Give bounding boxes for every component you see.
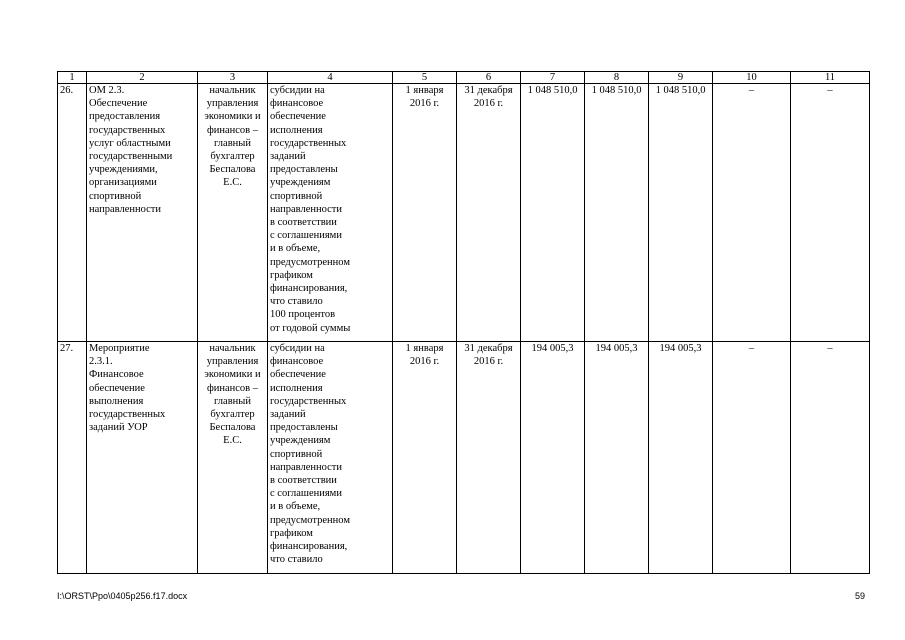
end-date: 31 декабря 2016 г. bbox=[457, 342, 521, 574]
column-header: 5 bbox=[393, 72, 457, 84]
column-header: 8 bbox=[585, 72, 649, 84]
amount-col11: – bbox=[791, 342, 870, 574]
row-number: 26. bbox=[58, 84, 87, 342]
column-header: 7 bbox=[521, 72, 585, 84]
start-date: 1 января 2016 г. bbox=[393, 342, 457, 574]
row-number: 27. bbox=[58, 342, 87, 574]
responsible-person: начальник управления экономики и финансов – главный бухгалтер Беспалова Е.С. bbox=[198, 84, 268, 342]
amount-col10: – bbox=[713, 84, 791, 342]
expected-result: субсидии на финансовое обеспечение исполнения государственных заданий предоставлены учреждениям спортивной направленности в соответствии с соглашениями и в объеме, предусмотренном графиком финансирования, что ставило 100 процентов от годовой суммы bbox=[268, 84, 393, 342]
measure-name: ОМ 2.3. Обеспечение предоставления государственных услуг областными государственными учреждениями, организациями спортивной направленности bbox=[87, 84, 198, 342]
start-date: 1 января 2016 г. bbox=[393, 84, 457, 342]
amount-col9: 194 005,3 bbox=[649, 342, 713, 574]
page-number: 59 bbox=[855, 591, 866, 601]
amount-col8: 1 048 510,0 bbox=[585, 84, 649, 342]
amount-col7: 1 048 510,0 bbox=[521, 84, 585, 342]
amount-col11: – bbox=[791, 84, 870, 342]
table-row bbox=[58, 342, 870, 574]
amount-col9: 1 048 510,0 bbox=[649, 84, 713, 342]
column-header: 1 bbox=[58, 72, 87, 84]
responsible-person: начальник управления экономики и финансов – главный бухгалтер Беспалова Е.С. bbox=[198, 342, 268, 574]
amount-col10: – bbox=[713, 342, 791, 574]
measure-name: Мероприятие 2.3.1. Финансовое обеспечение выполнения государственных заданий УОР bbox=[87, 342, 198, 574]
program-table bbox=[57, 71, 870, 574]
column-header: 10 bbox=[713, 72, 791, 84]
footer-file-path: I:\ORST\Ppo\0405p256.f17.docx bbox=[57, 591, 188, 601]
column-header: 9 bbox=[649, 72, 713, 84]
end-date: 31 декабря 2016 г. bbox=[457, 84, 521, 342]
column-header: 11 bbox=[791, 72, 870, 84]
column-header: 6 bbox=[457, 72, 521, 84]
amount-col7: 194 005,3 bbox=[521, 342, 585, 574]
column-number-header-row bbox=[58, 72, 870, 84]
column-header: 2 bbox=[87, 72, 198, 84]
expected-result: субсидии на финансовое обеспечение исполнения государственных заданий предоставлены учреждениям спортивной направленности в соответствии с соглашениями и в объеме, предусмотренном графиком финансирования, что ставило bbox=[268, 342, 393, 574]
column-header: 3 bbox=[198, 72, 268, 84]
column-header: 4 bbox=[268, 72, 393, 84]
table-row bbox=[58, 84, 870, 342]
amount-col8: 194 005,3 bbox=[585, 342, 649, 574]
